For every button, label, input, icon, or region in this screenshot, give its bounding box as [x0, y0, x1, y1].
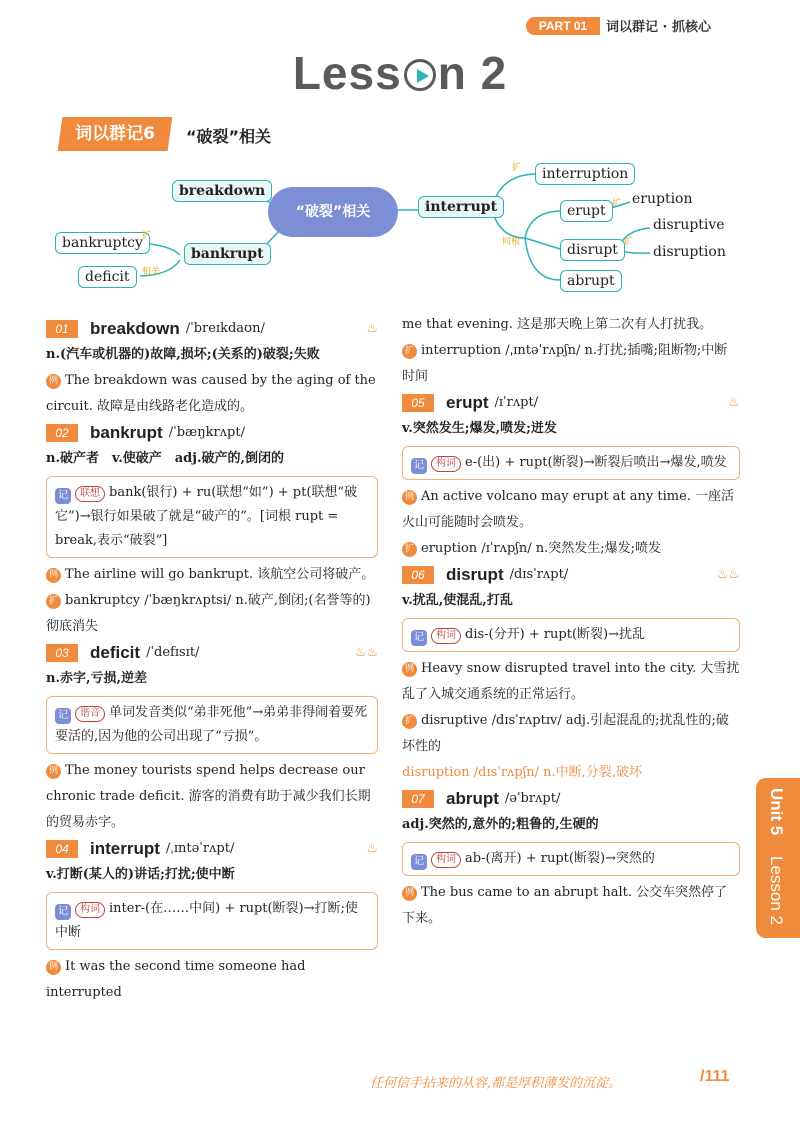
right-column	[402, 312, 740, 932]
example-icon: 例	[402, 662, 417, 677]
map-eruption: eruption	[632, 191, 693, 207]
left-column	[46, 316, 378, 1006]
example-icon: 例	[402, 886, 417, 901]
map-interruption: interruption	[535, 163, 635, 185]
entry-header: 06 disrupt /dɪsˈrʌpt/ ♨♨	[402, 562, 740, 588]
entry-header: 03 deficit /ˈdefɪsɪt/ ♨♨	[46, 640, 378, 666]
example-icon: 例	[46, 764, 61, 779]
definition: n.(汽车或机器的)故障,损坏;(关系的)破裂;失败	[46, 347, 320, 362]
map-disruption: disruption	[653, 244, 726, 260]
memory-box: 记 构词 ab-(离开) + rupt(断裂)→突然的	[402, 842, 740, 876]
footer-quote: 任何信手拈来的从容,都是厚积薄发的沉淀。	[370, 1076, 622, 1091]
extension: 扩 eruption /ɪˈrʌpʃn/ n.突然发生;爆发;喷发	[402, 536, 740, 562]
memory-box: 记 构词 inter-(在……中间) + rupt(断裂)→打断;使中断	[46, 892, 378, 950]
map-bankruptcy: bankruptcy	[55, 232, 150, 254]
extension: 扩 bankruptcy /ˈbæŋkrʌptsi/ n.破产,倒闭;(名誉等的)彻底消失	[46, 593, 371, 634]
map-abrupt: abrupt	[560, 270, 622, 292]
extension-icon: 扩	[402, 344, 417, 359]
extension-icon: 扩	[46, 594, 61, 609]
example: 例 It was the second time someone had interrupted	[46, 959, 306, 1000]
extension: 扩 disruptive /dɪsˈrʌptɪv/ adj.引起混乱的;扰乱性的;破坏性的	[402, 713, 729, 754]
example: 例 The money tourists spend helps decrease our chronic trade deficit. 游客的消费有助于减少我们长期的贸易赤字。	[46, 763, 371, 830]
tag-kuo-4: 扩	[624, 237, 634, 247]
map-disruptive: disruptive	[653, 217, 725, 233]
example: 例 The breakdown was caused by the aging of the circuit. 故障是由线路老化造成的。	[46, 373, 376, 414]
example-icon: 例	[46, 568, 61, 583]
extension-2: disruption /dɪsˈrʌpʃn/ n.中断,分裂,破坏	[402, 765, 642, 780]
memory-icon: 记	[411, 458, 427, 474]
entry-header: 07 abrupt /əˈbrʌpt/	[402, 786, 740, 812]
example: 例 The airline will go bankrupt. 该航空公司将破产。	[46, 562, 378, 588]
group-badge: 词以群记6	[58, 117, 173, 151]
fire-icon: ♨	[366, 321, 378, 336]
part-badge: PART 01	[526, 17, 600, 35]
memory-box: 记 构词 dis-(分开) + rupt(断裂)→扰乱	[402, 618, 740, 652]
tag-xiangguan: 相关	[142, 267, 161, 277]
map-bankrupt: bankrupt	[184, 243, 271, 265]
extension-icon: 扩	[402, 714, 417, 729]
map-center: “破裂”相关	[268, 187, 398, 237]
definition: n.赤字,亏损,逆差	[46, 671, 148, 686]
memory-icon: 记	[411, 854, 427, 870]
example-icon: 例	[46, 960, 61, 975]
memory-box: 记 谐音 单词发音类似“弟非死他”→弟弟非得闹着要死要活的,因为他的公司出现了“亏损”。	[46, 696, 378, 754]
play-icon	[404, 59, 436, 91]
example-icon: 例	[46, 374, 61, 389]
example: 例 An active volcano may erupt at any time. 一座活火山可能随时会喷发。	[402, 489, 735, 530]
unit-side-tab: Unit 5 Lesson 2	[756, 778, 800, 938]
map-deficit: deficit	[78, 266, 137, 288]
definition: v.打断(某人的)讲话;打扰;使中断	[46, 867, 235, 882]
memory-icon: 记	[55, 488, 71, 504]
map-erupt: erupt	[560, 200, 613, 222]
entry-header: 04 interrupt /ˌɪntəˈrʌpt/ ♨	[46, 836, 378, 862]
tag-kuo-1: 扩	[142, 231, 152, 241]
memory-icon: 记	[411, 630, 427, 646]
page-number: /111	[700, 1068, 730, 1085]
definition: v.扰乱,使混乱,打乱	[402, 593, 513, 608]
map-disrupt: disrupt	[560, 239, 625, 261]
extension: 扩 interruption /ˌɪntəˈrʌpʃn/ n.打扰;插嘴;阻断物;中断时间	[402, 343, 728, 384]
fire-icon: ♨	[728, 395, 740, 410]
definition: adj.突然的,意外的;粗鲁的,生硬的	[402, 817, 599, 832]
lesson-title: Less n 2	[292, 47, 508, 99]
tag-kuo-2: 扩	[512, 163, 522, 173]
fire-icon: ♨	[366, 841, 378, 856]
memory-box: 记 联想 bank(银行) + ru(联想“如”) + pt(联想“破它”)→银行如果破了就是“破产的”。[词根 rupt = break,表示“破裂”]	[46, 476, 378, 558]
extension-icon: 扩	[402, 542, 417, 557]
tag-kuo-3: 扩	[612, 199, 622, 209]
entry-header: 02 bankrupt /ˈbæŋkrʌpt/	[46, 420, 378, 446]
memory-box: 记 构词 e-(出) + rupt(断裂)→断裂后喷出→爆发,喷发	[402, 446, 740, 480]
example: 例 The bus came to an abrupt halt. 公交车突然停了下来。	[402, 885, 728, 926]
memory-icon: 记	[55, 708, 71, 724]
definition: v.突然发生;爆发,喷发;迸发	[402, 421, 557, 436]
map-breakdown: breakdown	[172, 180, 272, 202]
section-title: 词以群记 · 抓核心	[606, 20, 711, 35]
definition: n.破产者 v.使破产 adj.破产的,倒闭的	[46, 451, 285, 466]
tag-tonggen: 同根	[502, 237, 521, 247]
fire-icon: ♨♨	[716, 567, 740, 582]
example: 例 Heavy snow disrupted travel into the city. 大雪扰乱了入城交通系统的正常运行。	[402, 661, 740, 702]
example-icon: 例	[402, 490, 417, 505]
example-continued: me that evening. 这是那天晚上第二次有人打扰我。	[402, 317, 713, 332]
map-interrupt: interrupt	[418, 196, 504, 218]
memory-icon: 记	[55, 904, 71, 920]
entry-header: 05 erupt /ɪˈrʌpt/ ♨	[402, 390, 740, 416]
fire-icon: ♨♨	[354, 645, 378, 660]
group-title: “破裂”相关	[186, 127, 272, 146]
entry-header: 01 breakdown /ˈbreɪkdaʊn/ ♨	[46, 316, 378, 342]
